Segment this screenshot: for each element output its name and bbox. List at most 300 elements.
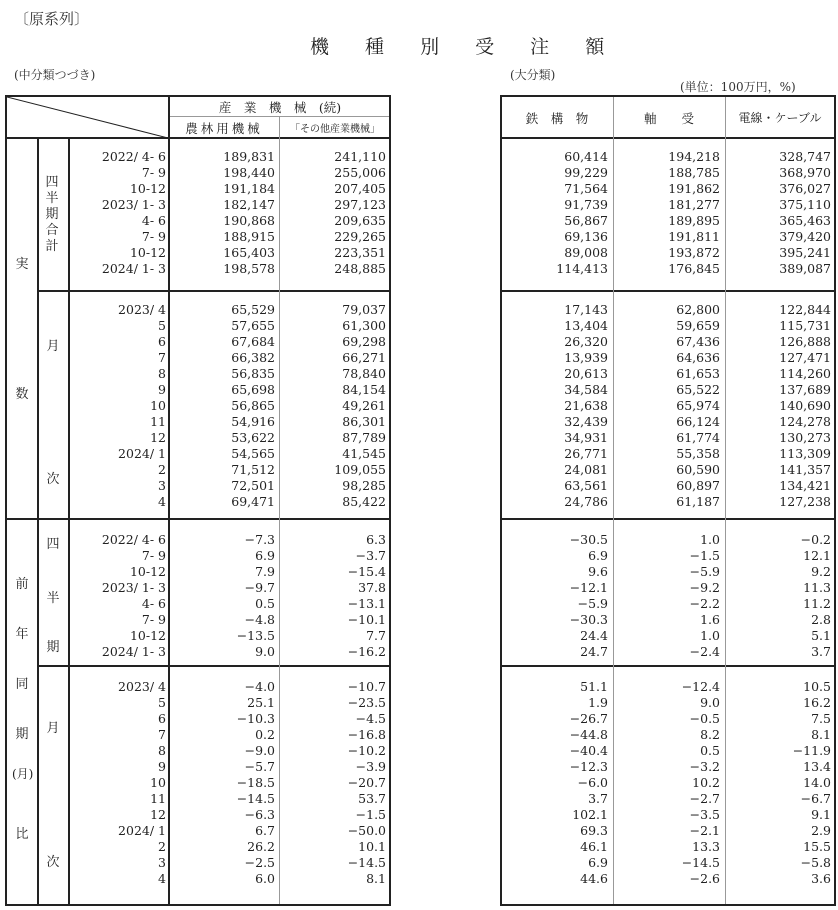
table-cell: 10-12 xyxy=(129,564,166,579)
value-column xyxy=(616,679,720,887)
label-actual-2: 数 xyxy=(15,387,29,402)
table-cell: 4 xyxy=(158,494,166,509)
col-header-wire: 電線・ケーブル xyxy=(738,111,822,125)
table-cell: −10.1 xyxy=(347,612,386,627)
table-cell: 66,271 xyxy=(342,350,386,365)
value-column xyxy=(504,532,608,660)
value-column xyxy=(616,532,720,660)
table-cell: 2023/ 1- 3 xyxy=(101,197,166,212)
table-cell: 12 xyxy=(150,807,166,822)
table-cell: 26,320 xyxy=(564,334,608,349)
table-cell: 24.7 xyxy=(580,644,608,659)
header-diagonal xyxy=(7,97,168,138)
section-line xyxy=(502,518,834,520)
table-cell: 9.0 xyxy=(255,644,275,659)
table-cell: 13,404 xyxy=(564,318,608,333)
table-cell: −6.3 xyxy=(244,807,275,822)
table-cell: 12 xyxy=(150,430,166,445)
table-cell: 6.7 xyxy=(255,823,275,838)
table-cell: 0.2 xyxy=(255,727,275,742)
table-cell: 49,261 xyxy=(342,398,386,413)
col-line xyxy=(68,137,70,904)
table-cell: 6.9 xyxy=(588,548,608,563)
table-cell: 7 xyxy=(158,727,166,742)
table-cell: 4- 6 xyxy=(141,213,166,228)
table-cell: 137,689 xyxy=(779,382,831,397)
table-cell: −3.5 xyxy=(689,807,720,822)
table-cell: 56,865 xyxy=(231,398,275,413)
value-column xyxy=(171,532,275,660)
table-cell: 12.1 xyxy=(803,548,831,563)
left-table xyxy=(5,95,391,906)
value-column xyxy=(616,149,720,277)
value-column xyxy=(504,679,608,887)
table-cell: 1.9 xyxy=(588,695,608,710)
label-yoy-5: (月) xyxy=(12,767,34,781)
table-cell: 11 xyxy=(150,414,166,429)
table-cell: 71,564 xyxy=(564,181,608,196)
table-cell: 198,440 xyxy=(223,165,275,180)
subtitle-left: (中分類つづき) xyxy=(14,68,96,82)
table-cell: 181,277 xyxy=(668,197,720,212)
table-cell: 25.1 xyxy=(247,695,275,710)
table-cell: −2.6 xyxy=(689,871,720,886)
table-cell: 7.5 xyxy=(811,711,831,726)
table-cell: −4.5 xyxy=(355,711,386,726)
table-cell: 10-12 xyxy=(129,181,166,196)
table-cell: 16.2 xyxy=(803,695,831,710)
table-cell: −0.5 xyxy=(689,711,720,726)
table-cell: 328,747 xyxy=(779,149,831,164)
table-cell: −15.4 xyxy=(347,564,386,579)
table-cell: 57,655 xyxy=(231,318,275,333)
table-cell: 67,436 xyxy=(676,334,720,349)
table-cell: 114,260 xyxy=(779,366,831,381)
table-cell: 193,872 xyxy=(668,245,720,260)
table-cell: 9.2 xyxy=(811,564,831,579)
table-cell: 61,300 xyxy=(342,318,386,333)
col-line xyxy=(725,97,726,904)
table-cell: 15.5 xyxy=(803,839,831,854)
table-cell: −4.0 xyxy=(244,679,275,694)
table-cell: −10.2 xyxy=(347,743,386,758)
table-cell: 9 xyxy=(158,382,166,397)
table-cell: −12.3 xyxy=(569,759,608,774)
value-column xyxy=(728,302,831,510)
table-cell: 2023/ 4 xyxy=(118,679,166,694)
table-cell: −5.8 xyxy=(800,855,831,870)
table-cell: 65,522 xyxy=(676,382,720,397)
table-cell: −1.5 xyxy=(355,807,386,822)
table-cell: 56,835 xyxy=(231,366,275,381)
table-cell: 24,081 xyxy=(564,462,608,477)
table-cell: 7 xyxy=(158,350,166,365)
table-cell: 86,301 xyxy=(342,414,386,429)
col-line xyxy=(37,137,39,904)
table-cell: 9 xyxy=(158,759,166,774)
table-cell: −13.1 xyxy=(347,596,386,611)
table-cell: 1.6 xyxy=(700,612,720,627)
series-label: 〔原系列〕 xyxy=(14,10,90,28)
table-cell: −14.5 xyxy=(681,855,720,870)
table-cell: 26.2 xyxy=(247,839,275,854)
table-cell: 69.3 xyxy=(580,823,608,838)
table-cell: 71,512 xyxy=(231,462,275,477)
table-cell: 8.1 xyxy=(366,871,386,886)
col-line xyxy=(279,116,280,904)
table-cell: −9.0 xyxy=(244,743,275,758)
table-cell: 53.7 xyxy=(358,791,386,806)
header-bottom-line xyxy=(7,137,389,139)
label-yoy-2: 年 xyxy=(15,627,29,642)
label-yoy-1: 前 xyxy=(15,577,29,592)
table-cell: 2.9 xyxy=(811,823,831,838)
table-cell: 189,831 xyxy=(223,149,275,164)
table-cell: 41,545 xyxy=(342,446,386,461)
value-column xyxy=(728,532,831,660)
period-list xyxy=(71,149,166,277)
value-column xyxy=(171,302,275,510)
table-cell: 6 xyxy=(158,711,166,726)
table-cell: 2 xyxy=(158,839,166,854)
table-cell: 63,561 xyxy=(564,478,608,493)
table-cell: 223,351 xyxy=(334,245,386,260)
value-column xyxy=(616,302,720,510)
period-list xyxy=(71,302,166,510)
table-cell: 3.7 xyxy=(811,644,831,659)
table-cell: 46.1 xyxy=(580,839,608,854)
label-yoy-q3: 期 xyxy=(46,640,60,655)
table-cell: 34,584 xyxy=(564,382,608,397)
table-cell: 14.0 xyxy=(803,775,831,790)
label-yoy-m1: 月 xyxy=(46,721,60,736)
table-cell: 53,622 xyxy=(231,430,275,445)
col-line xyxy=(168,97,170,904)
table-cell: 10.2 xyxy=(692,775,720,790)
table-cell: 7- 9 xyxy=(141,229,166,244)
table-cell: 191,184 xyxy=(223,181,275,196)
label-yoy-3: 同 xyxy=(15,677,29,692)
table-cell: 376,027 xyxy=(779,181,831,196)
table-cell: −2.5 xyxy=(244,855,275,870)
table-cell: 127,471 xyxy=(779,350,831,365)
table-cell: −13.5 xyxy=(236,628,275,643)
label-yoy-q1: 四 xyxy=(46,537,60,552)
table-cell: 191,862 xyxy=(668,181,720,196)
table-cell: 66,124 xyxy=(676,414,720,429)
table-cell: 7.9 xyxy=(255,564,275,579)
table-cell: 248,885 xyxy=(334,261,386,276)
table-cell: −9.2 xyxy=(689,580,720,595)
unit-note: (単位：100万円，%) xyxy=(680,80,796,94)
table-cell: −30.5 xyxy=(569,532,608,547)
table-cell: 66,382 xyxy=(231,350,275,365)
section-line xyxy=(502,665,834,667)
table-cell: 140,690 xyxy=(779,398,831,413)
table-cell: −0.2 xyxy=(800,532,831,547)
value-column xyxy=(282,532,386,660)
table-cell: 241,110 xyxy=(334,149,386,164)
table-cell: 69,136 xyxy=(564,229,608,244)
table-cell: 114,413 xyxy=(556,261,608,276)
table-cell: 127,238 xyxy=(779,494,831,509)
table-cell: −9.7 xyxy=(244,580,275,595)
table-cell: 44.6 xyxy=(580,871,608,886)
table-cell: −44.8 xyxy=(569,727,608,742)
table-cell: 297,123 xyxy=(334,197,386,212)
label-yoy-q2: 半 xyxy=(46,591,60,606)
table-cell: 56,867 xyxy=(564,213,608,228)
table-cell: 8 xyxy=(158,743,166,758)
table-cell: 134,421 xyxy=(779,478,831,493)
table-cell: 13.3 xyxy=(692,839,720,854)
table-cell: 69,298 xyxy=(342,334,386,349)
table-cell: 6.3 xyxy=(366,532,386,547)
table-cell: 102.1 xyxy=(572,807,608,822)
table-cell: 34,931 xyxy=(564,430,608,445)
table-cell: 55,358 xyxy=(676,446,720,461)
col-line xyxy=(613,97,614,904)
table-cell: 91,739 xyxy=(564,197,608,212)
table-cell: 389,087 xyxy=(779,261,831,276)
label-quarterly: 四半期合計 xyxy=(45,175,59,254)
section-line xyxy=(7,518,389,520)
table-cell: −5.7 xyxy=(244,759,275,774)
table-cell: 5 xyxy=(158,318,166,333)
table-cell: 198,578 xyxy=(223,261,275,276)
table-cell: −40.4 xyxy=(569,743,608,758)
table-cell: 11.2 xyxy=(803,596,831,611)
table-cell: 209,635 xyxy=(334,213,386,228)
table-cell: 4- 6 xyxy=(141,596,166,611)
table-cell: 2023/ 1- 3 xyxy=(101,580,166,595)
table-cell: 2023/ 4 xyxy=(118,302,166,317)
table-cell: 207,405 xyxy=(334,181,386,196)
table-cell: 122,844 xyxy=(779,302,831,317)
label-monthly-1: 月 xyxy=(46,339,60,354)
table-cell: 59,659 xyxy=(676,318,720,333)
table-cell: 11.3 xyxy=(803,580,831,595)
table-cell: 61,187 xyxy=(676,494,720,509)
table-cell: 2 xyxy=(158,462,166,477)
table-cell: 65,698 xyxy=(231,382,275,397)
table-cell: 194,218 xyxy=(668,149,720,164)
table-cell: 69,471 xyxy=(231,494,275,509)
table-cell: 365,463 xyxy=(779,213,831,228)
table-cell: 20,613 xyxy=(564,366,608,381)
table-cell: 6.9 xyxy=(255,548,275,563)
table-cell: 1.0 xyxy=(700,628,720,643)
table-cell: −16.8 xyxy=(347,727,386,742)
table-cell: 7- 9 xyxy=(141,548,166,563)
table-cell: 51.1 xyxy=(580,679,608,694)
table-cell: 2022/ 4- 6 xyxy=(101,149,166,164)
table-cell: −10.7 xyxy=(347,679,386,694)
col-header-agri: 農林用機械 xyxy=(185,121,263,136)
table-cell: 0.5 xyxy=(255,596,275,611)
table-cell: 67,684 xyxy=(231,334,275,349)
table-cell: −4.8 xyxy=(244,612,275,627)
table-cell: 10.5 xyxy=(803,679,831,694)
table-cell: −26.7 xyxy=(569,711,608,726)
table-cell: −5.9 xyxy=(689,564,720,579)
table-cell: 375,110 xyxy=(779,197,831,212)
table-cell: 72,501 xyxy=(231,478,275,493)
table-cell: 2024/ 1 xyxy=(118,446,166,461)
table-cell: 1.0 xyxy=(700,532,720,547)
table-cell: −7.3 xyxy=(244,532,275,547)
table-cell: 54,916 xyxy=(231,414,275,429)
table-cell: 3.7 xyxy=(588,791,608,806)
table-cell: 395,241 xyxy=(779,245,831,260)
value-column xyxy=(171,149,275,277)
table-cell: 2.8 xyxy=(811,612,831,627)
table-cell: 115,731 xyxy=(779,318,831,333)
table-cell: 255,006 xyxy=(334,165,386,180)
value-column xyxy=(504,302,608,510)
table-cell: 3 xyxy=(158,855,166,870)
table-cell: 124,278 xyxy=(779,414,831,429)
table-cell: 176,845 xyxy=(668,261,720,276)
table-cell: 37.8 xyxy=(358,580,386,595)
table-cell: −30.3 xyxy=(569,612,608,627)
table-cell: 0.5 xyxy=(700,743,720,758)
header-bottom-line xyxy=(502,137,834,139)
table-cell: −14.5 xyxy=(347,855,386,870)
table-cell: 368,970 xyxy=(779,165,831,180)
table-cell: 65,529 xyxy=(231,302,275,317)
table-cell: 130,273 xyxy=(779,430,831,445)
table-cell: −12.4 xyxy=(681,679,720,694)
table-cell: 61,774 xyxy=(676,430,720,445)
table-cell: 60,590 xyxy=(676,462,720,477)
section-line xyxy=(37,290,389,292)
table-cell: 26,771 xyxy=(564,446,608,461)
col-header-bearings: 軸 受 xyxy=(643,111,694,126)
table-cell: 2024/ 1 xyxy=(118,823,166,838)
table-cell: 191,811 xyxy=(668,229,720,244)
table-cell: 89,008 xyxy=(564,245,608,260)
table-cell: 189,895 xyxy=(668,213,720,228)
table-cell: −3.9 xyxy=(355,759,386,774)
table-cell: 3 xyxy=(158,478,166,493)
table-cell: 24.4 xyxy=(580,628,608,643)
table-cell: 10 xyxy=(150,775,166,790)
table-cell: −2.1 xyxy=(689,823,720,838)
table-cell: 99,229 xyxy=(564,165,608,180)
table-cell: 8.1 xyxy=(811,727,831,742)
table-cell: 379,420 xyxy=(779,229,831,244)
table-cell: 84,154 xyxy=(342,382,386,397)
table-cell: 65,974 xyxy=(676,398,720,413)
table-cell: 21,638 xyxy=(564,398,608,413)
table-cell: 3.6 xyxy=(811,871,831,886)
table-cell: 54,565 xyxy=(231,446,275,461)
value-column xyxy=(282,149,386,277)
table-cell: 64,636 xyxy=(676,350,720,365)
table-cell: 98,285 xyxy=(342,478,386,493)
table-cell: 10-12 xyxy=(129,245,166,260)
right-table xyxy=(500,95,836,906)
table-cell: 62,800 xyxy=(676,302,720,317)
table-cell: −23.5 xyxy=(347,695,386,710)
table-cell: −10.3 xyxy=(236,711,275,726)
table-cell: 8.2 xyxy=(700,727,720,742)
table-cell: −2.7 xyxy=(689,791,720,806)
page-title: 機 種 別 受 注 額 xyxy=(310,36,620,58)
table-cell: −14.5 xyxy=(236,791,275,806)
table-cell: 2024/ 1- 3 xyxy=(101,644,166,659)
table-cell: −2.4 xyxy=(689,644,720,659)
table-cell: −11.9 xyxy=(792,743,831,758)
table-cell: −6.0 xyxy=(577,775,608,790)
table-cell: 2022/ 4- 6 xyxy=(101,532,166,547)
table-cell: 60,414 xyxy=(564,149,608,164)
table-cell: 9.6 xyxy=(588,564,608,579)
table-cell: 13,939 xyxy=(564,350,608,365)
value-column xyxy=(728,679,831,887)
table-cell: 61,653 xyxy=(676,366,720,381)
period-list xyxy=(71,532,166,660)
table-cell: 5.1 xyxy=(811,628,831,643)
table-cell: −18.5 xyxy=(236,775,275,790)
table-cell: 6.9 xyxy=(588,855,608,870)
label-yoy-6: 比 xyxy=(15,827,29,842)
table-cell: −12.1 xyxy=(569,580,608,595)
table-cell: 24,786 xyxy=(564,494,608,509)
table-cell: −3.7 xyxy=(355,548,386,563)
table-cell: 78,840 xyxy=(342,366,386,381)
table-cell: 60,897 xyxy=(676,478,720,493)
table-cell: 10 xyxy=(150,398,166,413)
subtitle-right: (大分類) xyxy=(510,68,556,82)
table-cell: −1.5 xyxy=(689,548,720,563)
table-cell: 141,357 xyxy=(779,462,831,477)
table-cell: 79,037 xyxy=(342,302,386,317)
table-cell: −5.9 xyxy=(577,596,608,611)
table-cell: 7.7 xyxy=(366,628,386,643)
table-cell: 10.1 xyxy=(358,839,386,854)
table-cell: 182,147 xyxy=(223,197,275,212)
value-column xyxy=(282,302,386,510)
label-monthly-2: 次 xyxy=(46,472,60,487)
table-cell: 87,789 xyxy=(342,430,386,445)
table-cell: −50.0 xyxy=(347,823,386,838)
value-column xyxy=(282,679,386,887)
table-cell: 113,309 xyxy=(779,446,831,461)
label-yoy-4: 期 xyxy=(15,727,29,742)
value-column xyxy=(171,679,275,887)
table-cell: 10-12 xyxy=(129,628,166,643)
table-cell: 165,403 xyxy=(223,245,275,260)
table-cell: 13.4 xyxy=(803,759,831,774)
table-cell: −3.2 xyxy=(689,759,720,774)
table-cell: 6.0 xyxy=(255,871,275,886)
col-header-other: 「その他産業機械」 xyxy=(290,124,380,135)
label-yoy-m2: 次 xyxy=(46,855,60,870)
table-cell: 7- 9 xyxy=(141,612,166,627)
value-column xyxy=(504,149,608,277)
table-cell: 188,915 xyxy=(223,229,275,244)
table-cell: 190,868 xyxy=(223,213,275,228)
table-cell: 229,265 xyxy=(334,229,386,244)
table-cell: 9.1 xyxy=(811,807,831,822)
label-actual-1: 実 xyxy=(15,257,29,272)
table-cell: 8 xyxy=(158,366,166,381)
section-line xyxy=(37,665,389,667)
value-column xyxy=(728,149,831,277)
period-list xyxy=(71,679,166,887)
